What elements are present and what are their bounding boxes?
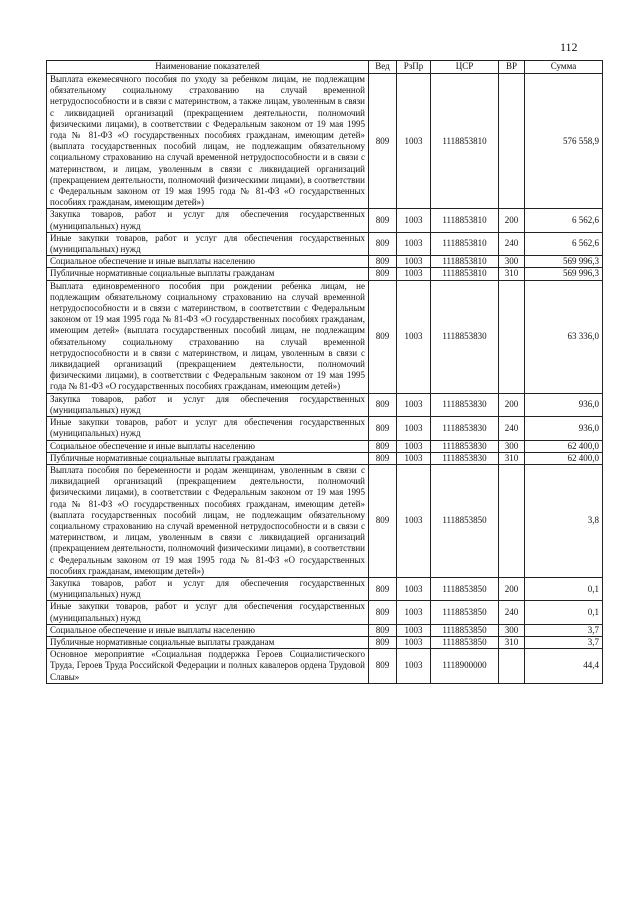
cell-sum: 569 996,3 <box>525 268 603 280</box>
cell-name: Закупка товаров, работ и услуг для обеспечения государственных (муниципальных) нужд <box>47 393 369 416</box>
cell-ved: 809 <box>369 280 397 393</box>
cell-vr: 200 <box>499 577 525 600</box>
cell-name: Социальное обеспечение и иные выплаты населению <box>47 256 369 268</box>
cell-vr: 240 <box>499 232 525 255</box>
cell-ved: 809 <box>369 440 397 452</box>
cell-sum: 6 562,6 <box>525 232 603 255</box>
cell-ved: 809 <box>369 464 397 577</box>
cell-ved: 809 <box>369 74 397 209</box>
cell-vr: 240 <box>499 601 525 624</box>
cell-rzpr: 1003 <box>397 649 431 684</box>
cell-csr: 1118853830 <box>431 417 499 440</box>
cell-csr: 1118853810 <box>431 74 499 209</box>
cell-rzpr: 1003 <box>397 209 431 232</box>
cell-rzpr: 1003 <box>397 601 431 624</box>
cell-ved: 809 <box>369 417 397 440</box>
table-row <box>47 393 603 416</box>
cell-sum: 3,7 <box>525 636 603 648</box>
table-row <box>47 440 603 452</box>
cell-sum: 63 336,0 <box>525 280 603 393</box>
table-body <box>47 74 603 684</box>
cell-sum: 62 400,0 <box>525 452 603 464</box>
cell-name: Основное мероприятие «Социальная поддержка Героев Социалистического Труда, Героев Труда Российской Федерации и полных кавалеров ордена Трудовой Славы» <box>47 649 369 684</box>
cell-csr: 1118900000 <box>431 649 499 684</box>
cell-csr: 1118853810 <box>431 268 499 280</box>
cell-sum: 569 996,3 <box>525 256 603 268</box>
cell-ved: 809 <box>369 636 397 648</box>
cell-rzpr: 1003 <box>397 464 431 577</box>
table-row <box>47 232 603 255</box>
cell-sum: 576 558,9 <box>525 74 603 209</box>
cell-csr: 1118853850 <box>431 636 499 648</box>
cell-name: Иные закупки товаров, работ и услуг для обеспечения государственных (муниципальных) нужд <box>47 601 369 624</box>
cell-rzpr: 1003 <box>397 624 431 636</box>
table-row <box>47 624 603 636</box>
cell-name: Публичные нормативные социальные выплаты гражданам <box>47 452 369 464</box>
cell-sum: 3,8 <box>525 464 603 577</box>
cell-name: Закупка товаров, работ и услуг для обеспечения государственных (муниципальных) нужд <box>47 577 369 600</box>
cell-rzpr: 1003 <box>397 636 431 648</box>
cell-rzpr: 1003 <box>397 452 431 464</box>
table-row <box>47 452 603 464</box>
cell-name: Выплата единовременного пособия при рождении ребенка лицам, не подлежащим обязательному социальному страхованию на случай временной нетрудоспособности и в связи с материнством, в соответствии с Федеральным законом от 19 мая 1995 года № 81-ФЗ «О государственных пособиях гражданам, имеющим детей» (выплата государственных пособий лицам, не подлежащим обязательному социальному страхованию на случай временной нетрудоспособности и в связи с материнством, и лицам, уволенным в связи с ликвидацией организаций (прекращением деятельности, полномочий физическими лицами), в соответствии с Федеральным законом от 19 мая 1995 года № 81-ФЗ «О государственных пособиях гражданам, имеющим детей») <box>47 280 369 393</box>
cell-sum: 936,0 <box>525 417 603 440</box>
header-sum: Сумма <box>525 61 603 74</box>
cell-sum: 44,4 <box>525 649 603 684</box>
cell-ved: 809 <box>369 452 397 464</box>
cell-ved: 809 <box>369 624 397 636</box>
cell-ved: 809 <box>369 256 397 268</box>
cell-ved: 809 <box>369 393 397 416</box>
cell-vr: 300 <box>499 624 525 636</box>
cell-sum: 6 562,6 <box>525 209 603 232</box>
cell-vr: 300 <box>499 256 525 268</box>
cell-name: Иные закупки товаров, работ и услуг для обеспечения государственных (муниципальных) нужд <box>47 232 369 255</box>
table-header-row <box>47 61 603 74</box>
cell-csr: 1118853850 <box>431 577 499 600</box>
cell-csr: 1118853830 <box>431 393 499 416</box>
cell-csr: 1118853830 <box>431 280 499 393</box>
cell-rzpr: 1003 <box>397 268 431 280</box>
table-row <box>47 601 603 624</box>
cell-name: Социальное обеспечение и иные выплаты населению <box>47 624 369 636</box>
cell-name: Выплата пособия по беременности и родам женщинам, уволенным в связи с ликвидацией организаций (прекращением деятельности, полномочий физическими лицами), в соответствии с Федеральным законом от 19 мая 1995 года № 81-ФЗ «О государственных пособиях гражданам, имеющим детей» (выплата государственных пособий лицам, не подлежащим обязательному социальному страхованию на случай временной нетрудоспособности и в связи с материнством, и лицам, уволенным в связи с ликвидацией организаций (прекращением деятельности, полномочий физическими лицами), в соответствии с Федеральным законом от 19 мая 1995 года № 81-ФЗ «О государственных пособиях гражданам, имеющим детей») <box>47 464 369 577</box>
cell-vr <box>499 649 525 684</box>
cell-csr: 1118853850 <box>431 464 499 577</box>
table-row <box>47 74 603 209</box>
header-ved: Вед <box>369 61 397 74</box>
cell-ved: 809 <box>369 649 397 684</box>
cell-vr <box>499 464 525 577</box>
table-row <box>47 209 603 232</box>
cell-name: Публичные нормативные социальные выплаты гражданам <box>47 636 369 648</box>
header-name: Наименование показателей <box>47 61 369 74</box>
cell-rzpr: 1003 <box>397 232 431 255</box>
table-row <box>47 577 603 600</box>
cell-ved: 809 <box>369 232 397 255</box>
table-row <box>47 417 603 440</box>
header-csr: ЦСР <box>431 61 499 74</box>
cell-vr: 240 <box>499 417 525 440</box>
cell-ved: 809 <box>369 577 397 600</box>
table-row <box>47 268 603 280</box>
cell-vr <box>499 74 525 209</box>
cell-ved: 809 <box>369 209 397 232</box>
page-number: 112 <box>560 40 578 54</box>
cell-name: Закупка товаров, работ и услуг для обеспечения государственных (муниципальных) нужд <box>47 209 369 232</box>
cell-name: Иные закупки товаров, работ и услуг для обеспечения государственных (муниципальных) нужд <box>47 417 369 440</box>
cell-sum: 62 400,0 <box>525 440 603 452</box>
cell-rzpr: 1003 <box>397 440 431 452</box>
cell-vr: 310 <box>499 268 525 280</box>
cell-name: Выплата ежемесячного пособия по уходу за ребенком лицам, не подлежащим обязательному социальному страхованию на случай временной нетрудоспособности и в связи с материнством, а также лицам, уволенным в связи с ликвидацией организаций (прекращением деятельности, полномочий физическими лицами), в соответствии с Федеральным законом от 19 мая 1995 года № 81-ФЗ «О государственных пособиях гражданам, имеющим детей» (выплата государственных пособий лицам, не подлежащим обязательному социальному страхованию на случай временной нетрудоспособности и в связи с материнством, и лицам, уволенным в связи с ликвидацией организаций (прекращением деятельности, полномочий физическими лицами), в соответствии с Федеральным законом от 19 мая 1995 года № 81-ФЗ «О государственных пособиях гражданам, имеющим детей») <box>47 74 369 209</box>
cell-vr: 200 <box>499 209 525 232</box>
cell-rzpr: 1003 <box>397 393 431 416</box>
cell-ved: 809 <box>369 601 397 624</box>
table-row <box>47 256 603 268</box>
header-vr: ВР <box>499 61 525 74</box>
cell-csr: 1118853810 <box>431 232 499 255</box>
cell-sum: 0,1 <box>525 577 603 600</box>
cell-vr: 310 <box>499 636 525 648</box>
cell-vr <box>499 280 525 393</box>
cell-csr: 1118853850 <box>431 601 499 624</box>
cell-vr: 300 <box>499 440 525 452</box>
cell-rzpr: 1003 <box>397 74 431 209</box>
table-row <box>47 280 603 393</box>
table-row <box>47 649 603 684</box>
table-row <box>47 464 603 577</box>
table-row <box>47 636 603 648</box>
cell-csr: 1118853830 <box>431 440 499 452</box>
cell-name: Социальное обеспечение и иные выплаты населению <box>47 440 369 452</box>
cell-sum: 3,7 <box>525 624 603 636</box>
cell-rzpr: 1003 <box>397 417 431 440</box>
cell-rzpr: 1003 <box>397 577 431 600</box>
cell-csr: 1118853810 <box>431 209 499 232</box>
cell-rzpr: 1003 <box>397 256 431 268</box>
cell-sum: 0,1 <box>525 601 603 624</box>
cell-csr: 1118853810 <box>431 256 499 268</box>
cell-name: Публичные нормативные социальные выплаты гражданам <box>47 268 369 280</box>
cell-csr: 1118853830 <box>431 452 499 464</box>
cell-rzpr: 1003 <box>397 280 431 393</box>
cell-vr: 310 <box>499 452 525 464</box>
header-rzpr: РзПр <box>397 61 431 74</box>
budget-table <box>46 60 603 684</box>
cell-csr: 1118853850 <box>431 624 499 636</box>
cell-vr: 200 <box>499 393 525 416</box>
cell-sum: 936,0 <box>525 393 603 416</box>
cell-ved: 809 <box>369 268 397 280</box>
